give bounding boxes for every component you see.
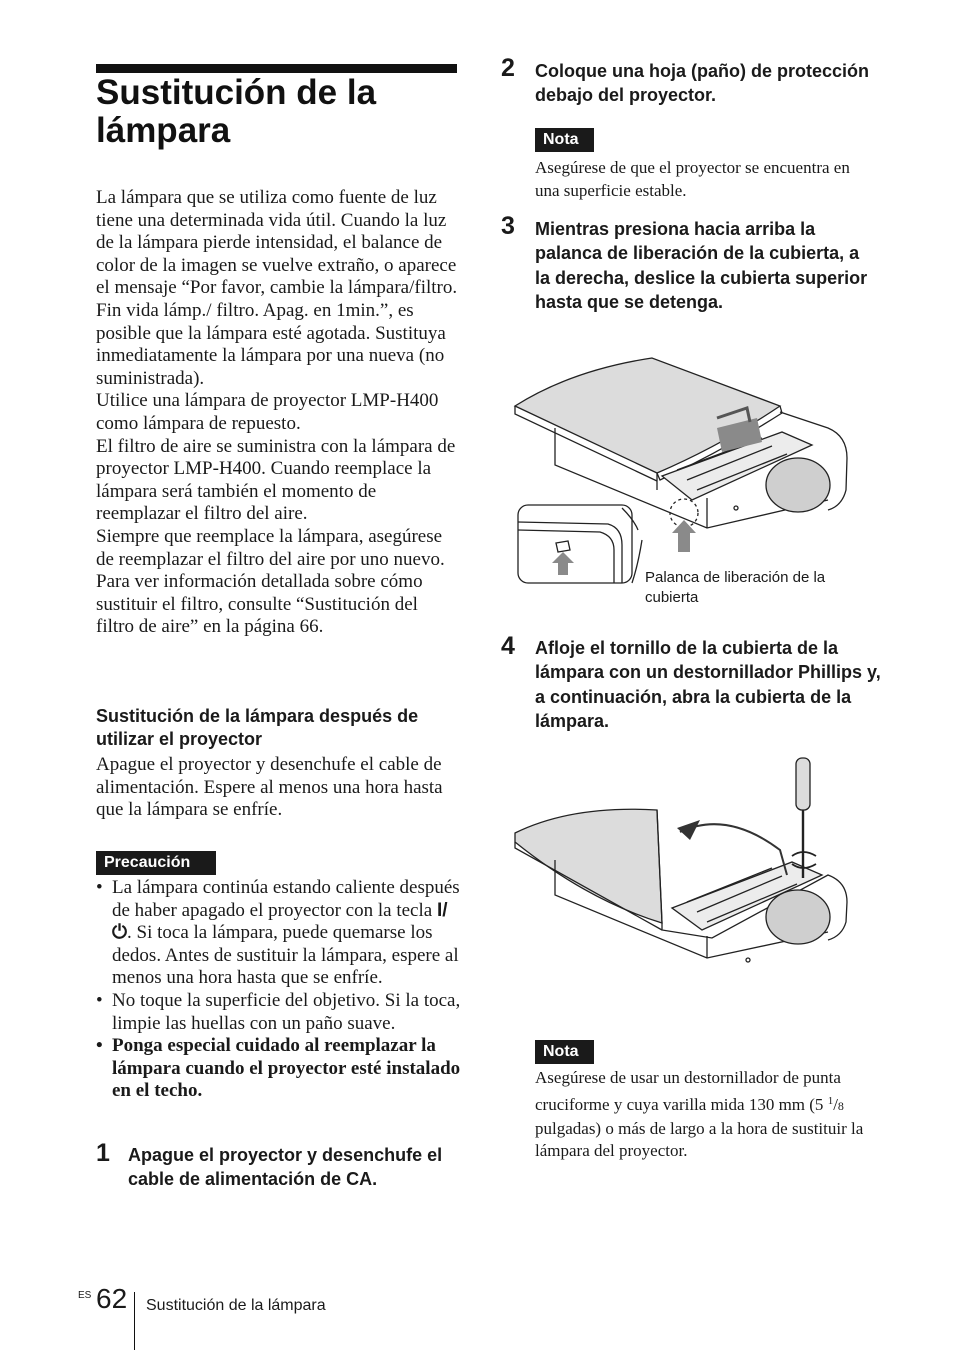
note-badge: Nota [535, 128, 594, 152]
step-number: 2 [501, 54, 515, 82]
caution-badge: Precaución [96, 851, 216, 875]
step-text: Apague el proyector y desenchufe el cable de alimentación de CA. [128, 1145, 443, 1190]
page-number: 62 [96, 1283, 128, 1314]
caution-item-text: . Si toca la lámpara, puede quemarse los dedos. Antes de sustituir la lámpara, espere al menos una hora hasta que se enfríe. [112, 922, 459, 989]
fraction-numerator: 1 [827, 1094, 834, 1107]
note-text-part: Asegúrese de usar un destornillador de punta cruciforme y cuya varilla mida 130 mm (5 [535, 1068, 841, 1114]
figure-caption: Palanca de liberación de la cubierta [645, 569, 826, 606]
page-title: Sustitución de la lámpara [96, 73, 377, 150]
note-text: Asegúrese de que el proyector se encuentra en una superficie estable. [535, 158, 850, 200]
projector-release-lever-illustration [512, 350, 864, 590]
caution-item: • Ponga especial cuidado al reemplazar la lámpara cuando el proyector esté instalado en el techo. [96, 1035, 466, 1103]
step-text: Mientras presiona hacia arriba la palanca de liberación de la cubierta, a la derecha, deslice la cubierta superior hasta que se detenga. [535, 219, 868, 312]
title-rule [96, 64, 457, 73]
intro-paragraph: Para ver información detallada sobre cómo sustituir el filtro, consulte “Sustitución del filtro de aire” en la página 66. [96, 571, 423, 638]
footer-divider [134, 1292, 135, 1350]
fraction-denominator: 8 [837, 1098, 844, 1113]
note-text-part: pulgadas) o más de largo a la hora de sustituir la lámpara del proyector. [535, 1118, 864, 1161]
intro-paragraph: La lámpara que se utiliza como fuente de luz tiene una determinada vida útil. Cuando la luz de la lámpara pierde intensidad, el balance de color de la imagen se vuelve extraño, o aparece el mensaje “Por favor, cambie la lámpara/filtro. Fin vida lámp./ filtro. Apag. en 1min.”, es posible que la lámpara esté agotada. Sustituya inmediatamente la lámpara por una nueva (no suministrada). [96, 187, 458, 389]
section-subheading: Sustitución de la lámpara después de utilizar el proyector [96, 706, 419, 749]
intro-paragraph: Siempre que reemplace la lámpara, asegúrese de reemplazar el filtro del aire por uno nuevo. [96, 525, 445, 570]
caution-item [96, 877, 466, 990]
caution-item-text: La lámpara continúa estando caliente después de haber apagado el proyector con la tecla [112, 877, 460, 921]
projector-lamp-cover-screwdriver-illustration [512, 750, 864, 1000]
intro-paragraph: Utilice una lámpara de proyector LMP-H400 como lámpara de repuesto. [96, 390, 439, 434]
step-text: Afloje el tornillo de la cubierta de la lámpara con un destornillador Phillips y, a continuación, abra la cubierta de la lámpara. [535, 638, 881, 731]
caution-item: • No toque la superficie del objetivo. Si la toca, limpie las huellas con un paño suave. [96, 990, 466, 1035]
step-text: Coloque una hoja (paño) de protección debajo del proyector. [535, 61, 870, 106]
step-number: 4 [501, 632, 515, 660]
step-number: 1 [96, 1139, 110, 1167]
note-text: Asegúrese de usar un destornillador de punta cruciforme y cuya varilla mida 130 mm (5 $^1$/8 pulgadas) o más de largo a la hora de sustituir la lámpara del proyector. [535, 1068, 864, 1161]
footer-section-title: Sustitución de la lámpara [146, 1297, 326, 1314]
note-badge: Nota [535, 1040, 594, 1064]
footer-language-code: ES [78, 1290, 92, 1301]
subheading-body: Apague el proyector y desenchufe el cable de alimentación. Espere al menos una hora hasta que la lámpara se enfríe. [96, 754, 443, 821]
intro-text [96, 187, 458, 639]
intro-paragraph: El filtro de aire se suministra con la lámpara de proyector LMP-H400. Cuando reemplace la lámpara será también el momento de reemplazar el filtro del aire. [96, 435, 456, 525]
power-key-label: I/⏻ [112, 899, 448, 944]
step-number: 3 [501, 212, 515, 240]
caution-list [96, 877, 466, 1103]
